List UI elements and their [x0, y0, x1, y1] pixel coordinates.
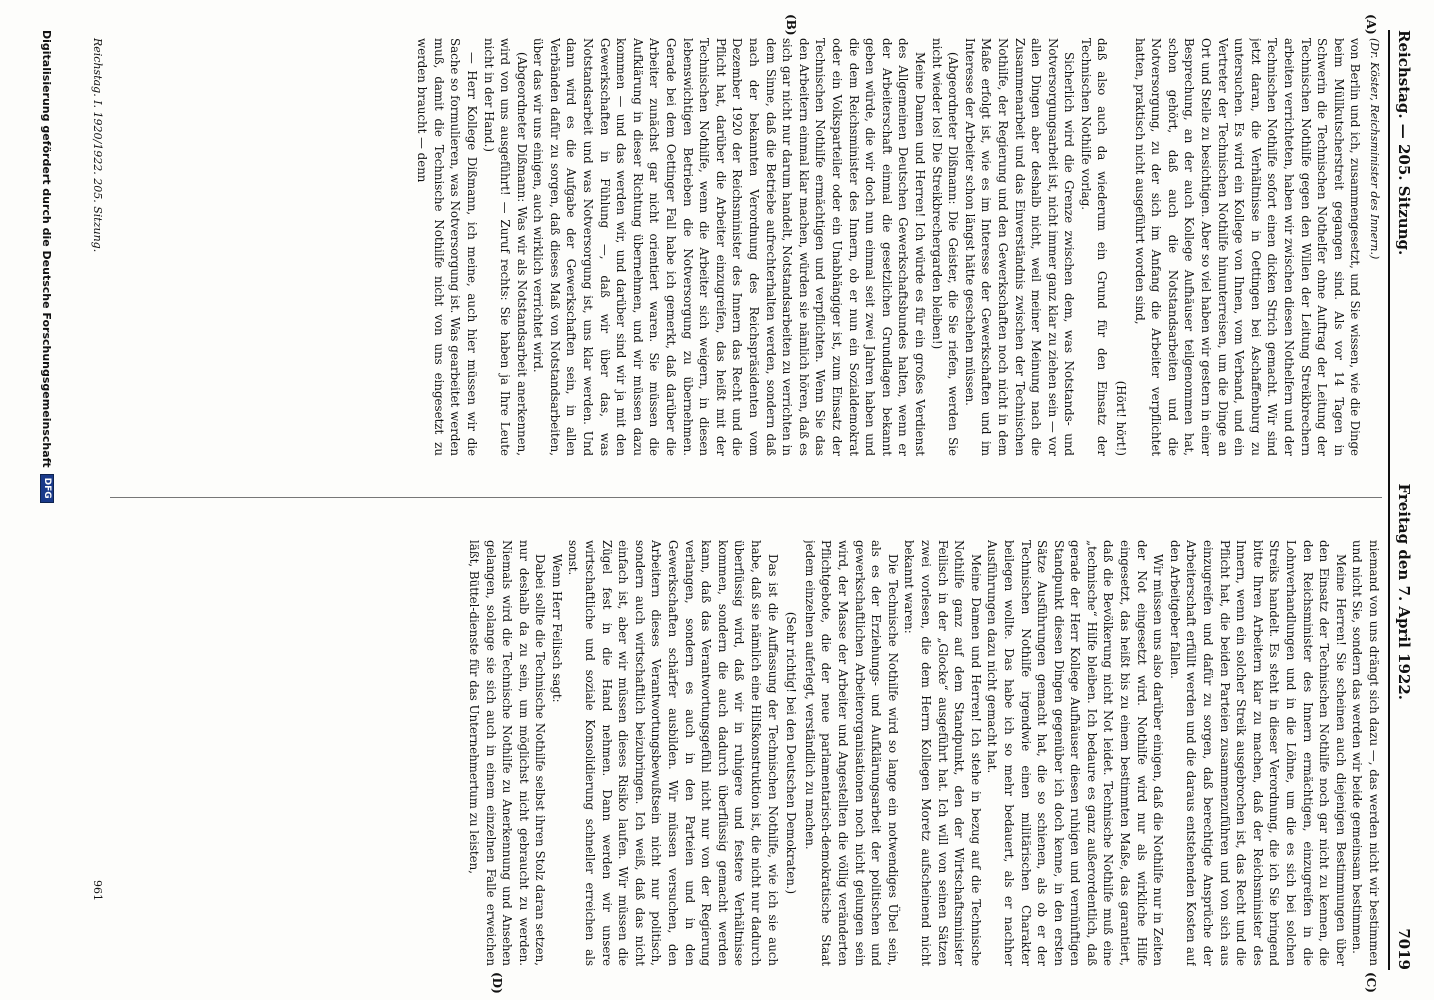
right-interjection-1: (Sehr richtig! bei den Deutschen Demokraten.): [784, 611, 799, 895]
header-page: 7019: [1395, 928, 1413, 970]
left-column: [110, 38, 1382, 456]
right-paragraph-6: Das ist die Auffassung der Technischen Nothilfe, wie ich sie auch habe, daß sie nämlich eine Hilfskonstruktion ist, die nicht nur dadurch überflüssig wird, daß wir in ruhigere und festere Verhältnisse kommen, sondern die auch dadurch überflüssig gemacht werden kann, daß das Verantwortungsgefühl nicht nur von der Regierung verlangen, sondern es auch in den Parteien und in den Gewerkschaften schärfer ausbilden. Wir müssen versuchen, den Arbeitern dieses Verantwortungsbewußtsein nicht nur politisch, sondern auch wirtschaftlich beizubringen. Ich weiß, daß das nicht einfach ist, aber wir müssen dieses Risiko laufen. Wir müssen die Zügel fest in die Hand nehmen. Dann werden wir unsere wirtschaftliche und soziale Konsolidierung schneller erreichen als sonst.: [566, 540, 780, 966]
left-paragraph-5: — Herr Kollege Dißmann, ich meine, auch hier müssen wir die Sache so formulieren, was Notversorgung ist. Was gearbeitet werden muß, damit die Technische Nothilfe nicht von uns eingesetzt zu werden braucht — denn: [415, 38, 479, 456]
margin-marker-c: (C): [1364, 972, 1378, 993]
left-paragraph-1: von Berlin und ich, zusammengesetzt, und Sie wissen, wie die Dinge beim Müllkutscherstreit gegangen sind. Als vor 14 Tagen in Schwerin die Technischen Nothelfer ohne Auftrag der Leitung der Technischen Nothilfe gegen den Willen der Leitung Streikbrechern arbeiten verrichteten, haben wir zwischen diesen Nothelfern und der Technischen Nothilfe sofort einen dicken Strich gemacht. Wir sind jetzt daran, die Verhältnisse in Oettingen bei Aschaffenburg zu untersuchen. Es wird ein Kollege von Ihnen, vom Verband, und ein Vertreter der Technischen Nothilfe hinunterreisen, um die Dinge an Ort und Stelle zu besichtigen. Aber so viel haben wir gestern in einer Besprechung, an der auch Kollege Aufhäuser teilgenommen hat, schon gehört, daß auch die Notstandsarbeiten und die Notversorgung, zu der sich im Anfang die Arbeiter verpflichtet hatten, praktisch nicht ausgeführt worden sind,: [1132, 38, 1363, 456]
header-left: Reichstag. — 205. Sitzung.: [1395, 30, 1413, 256]
digitization-note: [35, 30, 59, 960]
page-header: [1392, 30, 1416, 970]
left-interjection-3: (Abgeordneter Dißmann: Was wir als Notstandsarbeit anerkennen, wird von uns ausgeführt! — Zuruf rechts: Sie haben ja Ihre Leute nicht in der Hand.): [481, 38, 529, 456]
right-column: [110, 540, 1382, 966]
footer-source: Reichstag. I. 1920/1922. 205. Sitzung.: [91, 38, 104, 253]
speaker-line: (Dr. Köster, Reichsminister des Innern.): [1368, 38, 1381, 260]
left-paragraph-2: daß also auch da wiederum ein Grund für den Einsatz der Technischen Nothilfe vorlag.: [1078, 38, 1110, 456]
right-paragraph-8: Dabei sollte die Technische Nothilfe selbst ihren Stolz daran setzen, nur deshalb da zu sein, um möglichst nicht gebraucht zu werden. Niemals wird die Technische Nothilfe zu Anerkennung und Ansehen gelangen, solange sie sich auch in einem einzelnen Falle erweichen läßt, Büttel-dienste für das Unternehmertum zu leisten,: [466, 540, 548, 966]
left-paragraph-4: Meine Damen und Herren! Ich würde es für ein großes Verdienst des Allgemeinen Deutschen Gewerkschaftsbundes halten, wenn er der Arbeiterschaft einmal die gesetzlichen Grundlagen bekannt geben würde, die wir doch nun einmal seit zwei Jahren haben und die dem Reichsminister des Innern, ob er nun ein Sozialdemokrat oder ein Volksparteiler oder ein Unabhängiger ist, zum Einsatz der Technischen Nothilfe ermächtigen und verpflichten. Wenn Sie das den Arbeitern einmal klar machen, würden sie nämlich hören, daß es sich gar nicht nur darum handelt, Notstandsarbeiten zu verrichten in dem Sinne, daß die Betriebe aufrechterhalten werden, sondern daß nach der bekannten Verordnung des Reichspräsidenten vom Dezember 1920 der Reichsminister des Innern das Recht und die Pflicht hat, darüber die Arbeiter einzugreifen, das heißt mit der Technischen Nothilfe, wenn die Arbeiter sich weigern, in diesen lebenswichtigen Betrieben die Notversorgung zu übernehmen. Gerade bei dem Oettinger Fall habe ich gemerkt, daß darüber die Arbeiter zunächst gar nicht orientiert waren. Sie müssen die Aufklärung in dieser Richtung übernehmen, und wir müssen dazu kommen — und das werden wir, und darüber sind wir ja mit den Gewerkschaften in Fühlung —, daß wir über das, was Notstandsarbeit und was Notversorgung ist, uns klar werden. Und dann wird es die Aufgabe der Gewerkschaften sein, in allen Verbänden dafür zu sorgen, daß dieses Maß von Notstandsarbeiten, über das wir uns einigen, auch wirklich verrichtet wird.: [531, 38, 927, 456]
header-rule: [1388, 30, 1390, 970]
margin-marker-b: (B): [784, 14, 798, 36]
left-interjection-1: (Hört! hört!): [1114, 380, 1129, 456]
header-date: Freitag den 7. April 1922.: [1395, 483, 1413, 701]
right-paragraph-7: Wenn Herr Feilisch sagt:: [549, 554, 564, 703]
right-paragraph-4: Meine Damen und Herren! Ich stehe in bezug auf die Technische Nothilfe ganz auf dem Standpunkt, den der Wirtschaftsminister Feilisch in der „Glocke“ ausgeführt hat. Ich will von seinen Sätzen zwei vorlesen, die dem Herrn Kollegen Moretz aufscheinend nicht bekannt waren:: [902, 540, 983, 966]
margin-marker-d: (D): [490, 972, 504, 994]
margin-marker-a: (A): [1364, 14, 1378, 35]
footer-page-number: 961: [91, 880, 104, 901]
right-paragraph-1: niemand von uns drängt sich dazu —, das werden nicht wir bestimmen und nicht Sie, sondern das werden wir beide gemeinsam bestimmen.: [1350, 540, 1381, 966]
left-interjection-2: (Abgeordneter Dißmann: Die Geister, die Sie riefen, werden Sie nicht wieder los! Die Streikbrechergarden bleiben!): [929, 38, 961, 456]
column-divider: [110, 497, 1382, 498]
right-paragraph-3: Wir müssen uns also darüber einigen, daß die Nothilfe nur in Zeiten der Not eingesetzt wird. Nothilfe wird nur als wirkliche Hilfe eingesetzt, das heißt bis zu einem bestimmten Maße, das garantiert, daß die Bevölkerung nicht Not leidet. Technische Nothilfe muß eine „technische“ Hilfe bleiben. Ich bedaure es ganz außerordentlich, daß gerade der Herr Kollege Aufhäuser diesen ruhigen und vernünftigen Standpunkt diesen Dingen gegenüber ich doch kenne, in den ersten Sätze Ausführungen gemacht hat, die so schienen, als ob er der Technischen Nothilfe irgendwie einen militärischen Charakter beilegen wollte. Das habe ich so mehr bedauert, als er nachher Ausführungen dazu nicht gemacht hat.: [985, 540, 1166, 966]
right-paragraph-2: Meine Herren! Sie scheinen auch diejenigen Bestimmungen über den Einsatz der Technischen Nothilfe noch gar nicht zu kennen, die den Reichsminister des Innern ermächtigen, einzugreifen in die Lohnverhandlungen und in die Löhne, um die es sich bei solchen Streiks handelt. Es steht in dieser Verordnung, die ich Sie bringend bitte Ihren Arbeitern klar zu machen, daß der Reichsminister des Innern, wenn ein solcher Streik ausgebrochen ist, das Recht und die Pflicht hat, die beiden Parteien zusammenzuführen und von sich aus einzugreifen und dafür zu sorgen, daß berechtigte Ansprüche der Arbeiterschaft erfüllt werden und die daraus entstehenden Kosten auf den Arbeitgeber fallen.: [1167, 540, 1348, 966]
dfg-logo: DFG: [40, 474, 54, 503]
left-paragraph-3: Sicherlich wird die Grenze zwischen dem, was Notstands- und Notversorgungsarbeit ist, nicht immer ganz klar zu ziehen sein — vor allen Dingen aber deshalb nicht, weil meiner Meinung nach die Zusammenarbeit und das Einverständnis zwischen der Technischen Nothilfe, der Regierung und den Gewerkschaften noch nicht in dem Maße erfolgt ist, wie es im Interesse der Gewerkschaften und im Interesse der Arbeiter schon längst hätte geschehen müssen.: [962, 38, 1077, 456]
right-paragraph-5: Die Technische Nothilfe wird so lange ein notwendiges Übel sein, als es der Erziehungs- und Aufklärungsarbeit der politischen und gewerkschaftlichen Arbeiterorganisationen noch nicht gelungen sein wird, der Masse der Arbeiter und Angestellten die völlig veränderten Pflichtgebote, die der neue parlamentarisch-demokratische Staat jedem einzelnen auferlegt, verständlich zu machen.: [802, 540, 900, 966]
digitization-text: Digitalisierung gefördert durch die Deutsche Forschungsgemeinschaft: [40, 30, 54, 468]
